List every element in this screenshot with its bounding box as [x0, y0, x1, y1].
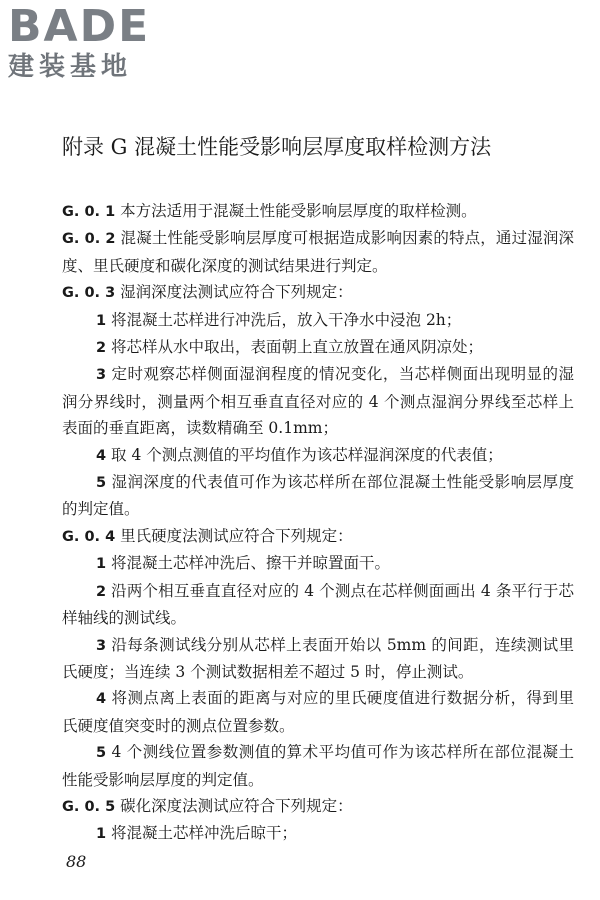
list-item: [62, 361, 574, 441]
appendix-title: 附录 G 混凝土性能受影响层厚度取样检测方法: [62, 135, 492, 159]
clause-g03: [62, 279, 574, 306]
bade-logo: [8, 1, 151, 82]
item-text: 将测点离上表面的距离与对应的里氏硬度值进行数据分析，得到里氏硬度值突变时的测点位置参数。: [62, 689, 574, 735]
item-number: 1: [96, 312, 107, 329]
clause-text: 湿润深度法测试应符合下列规定：: [115, 283, 353, 302]
list-item: [62, 739, 574, 793]
item-number: 4: [96, 691, 107, 708]
item-text: 4 个测线位置参数测值的算术平均值可作为该芯样所在部位混凝土性能受影响层厚度的判定值。: [62, 743, 574, 789]
item-number: 5: [96, 475, 107, 492]
item-text: 将混凝土芯样进行冲洗后，放入干净水中浸泡 2h；: [106, 310, 462, 329]
item-text: 沿两个相互垂直直径对应的 4 个测点在芯样侧面画出 4 条平行于芯样轴线的测试线。: [62, 581, 574, 628]
list-item: [62, 307, 574, 334]
logo-wordmark: BADE: [8, 1, 151, 52]
item-number: 5: [96, 745, 107, 762]
item-text: 将芯样从水中取出，表面朝上直立放置在通风阴凉处；: [106, 338, 484, 357]
item-text: 取 4 个测点测值的平均值作为该芯样湿润深度的代表值；: [106, 445, 503, 464]
clause-number: G. 0. 2: [62, 231, 116, 248]
logo-subtitle: 建装基地: [8, 52, 133, 82]
page-number: 88: [66, 852, 87, 871]
list-item: [62, 578, 574, 632]
item-number: 3: [96, 367, 107, 384]
clause-text: 混凝土性能受影响层厚度可根据造成影响因素的特点，通过湿润深度、里氏硬度和碳化深度的测试结果进行判定。: [62, 229, 574, 275]
list-item: [62, 632, 574, 686]
item-number: 2: [96, 583, 107, 600]
list-item: [62, 820, 574, 847]
item-number: 2: [96, 340, 107, 357]
clause-number: G. 0. 5: [62, 798, 116, 815]
item-number: 4: [96, 447, 107, 464]
list-item: [62, 442, 574, 469]
item-number: 1: [96, 826, 107, 843]
item-text: 湿润深度的代表值可作为该芯样所在部位混凝土性能受影响层厚度的判定值。: [62, 473, 574, 519]
item-text: 沿每条测试线分别从芯样上表面开始以 5mm 的间距，连续测试里氏硬度；当连续 3 个测试数据相差不超过 5 时，停止测试。: [62, 635, 574, 681]
item-number: 3: [96, 637, 107, 654]
list-item: [62, 550, 574, 577]
clause-text: 本方法适用于混凝土性能受影响层厚度的取样检测。: [115, 202, 477, 220]
list-item: [62, 469, 574, 523]
item-number: 1: [96, 556, 107, 573]
clause-text: 里氏硬度法测试应符合下列规定：: [115, 526, 353, 545]
item-text: 定时观察芯样侧面湿润程度的情况变化，当芯样侧面出现明显的湿润分界线时，测量两个相互垂直直径对应的 4 个测点湿润分界线至芯样上表面的垂直距离，读数精确至 0.1mm；: [62, 365, 574, 438]
clause-number: G. 0. 1: [62, 204, 116, 220]
clause-number: G. 0. 4: [62, 528, 116, 545]
clause-g02: [62, 225, 574, 279]
clause-text: 碳化深度法测试应符合下列规定：: [115, 796, 353, 815]
list-item: [62, 685, 574, 739]
document-body: [62, 198, 574, 848]
item-text: 将混凝土芯样冲洗后、擦干并晾置面干。: [106, 554, 391, 573]
clause-g04: [62, 523, 574, 550]
clause-g01: [62, 198, 574, 225]
clause-g05: [62, 793, 574, 820]
list-item: [62, 334, 574, 361]
item-text: 将混凝土芯样冲洗后晾干；: [106, 824, 298, 843]
clause-number: G. 0. 3: [62, 285, 116, 302]
